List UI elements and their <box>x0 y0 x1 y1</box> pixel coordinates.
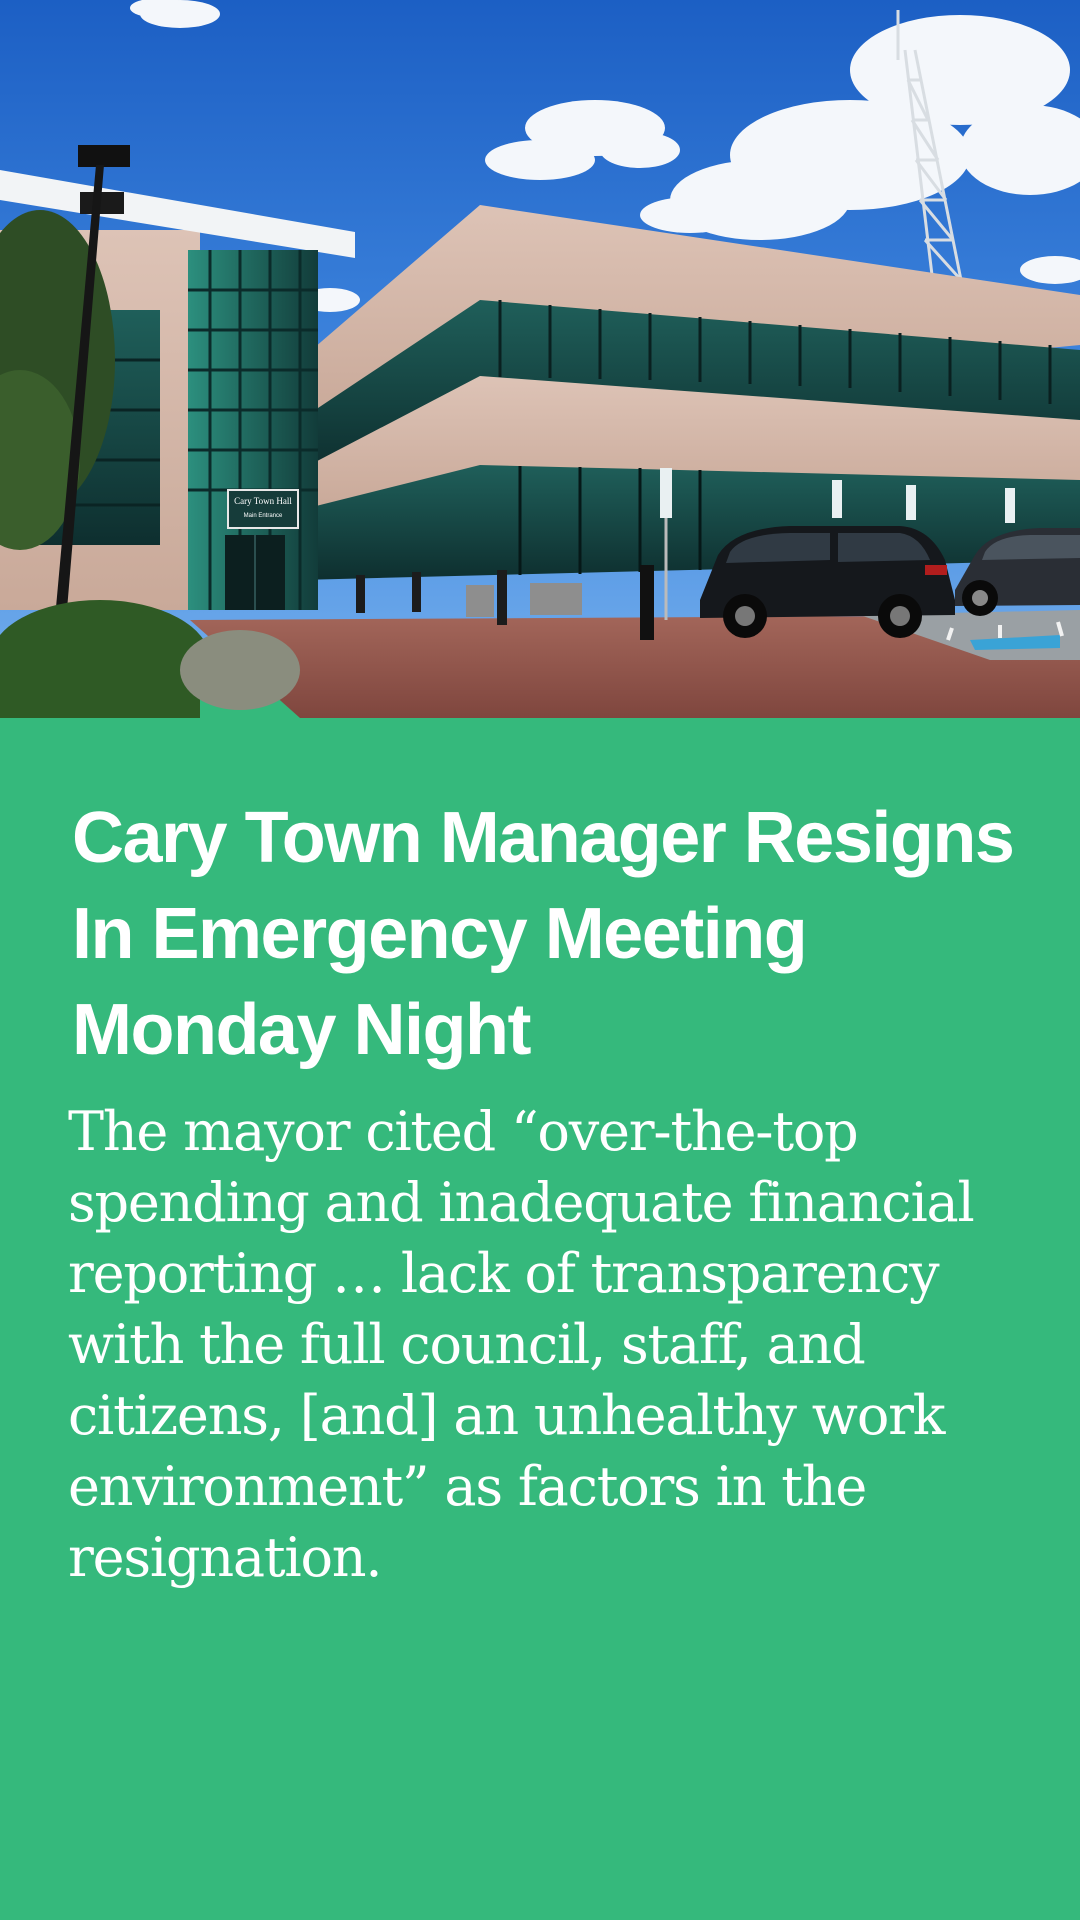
town-hall-photo <box>0 0 1080 718</box>
story-text-panel <box>0 718 1080 1920</box>
building-sign-line2: Main Entrance <box>243 513 283 519</box>
building-sign-line1: Cary Town Hall <box>234 496 292 506</box>
story-headline: Cary Town Manager Resigns In Emergency Meeting Monday Night <box>72 798 1014 1070</box>
story-summary: The mayor cited “over-the-top spending and inadequate financial reporting … lack of transparency with the full council, staff, and citizens, [and] an unhealthy work environment” as factors in the resignation. <box>68 1100 974 1589</box>
